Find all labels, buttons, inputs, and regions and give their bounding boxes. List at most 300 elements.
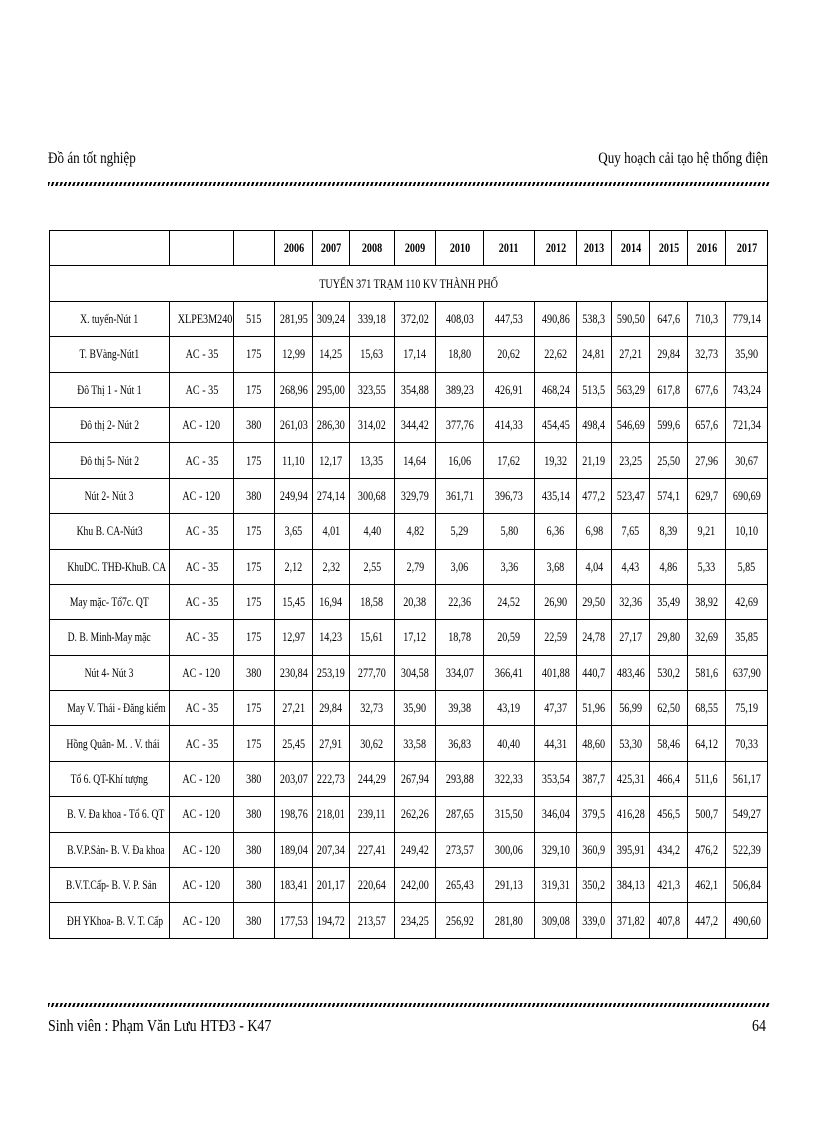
value-cell-text: 334,07 [445, 664, 474, 680]
table-row [50, 655, 768, 690]
segment-name-cell [50, 514, 170, 549]
segment-name-cell-text: T. BVàng-Nút1 [79, 346, 140, 362]
value-cell [726, 514, 768, 549]
value-cell [350, 584, 395, 619]
wire-type-cell-text: AC - 35 [185, 381, 218, 397]
value-cell-text: 29,80 [657, 629, 680, 645]
year-header-label: 2013 [583, 240, 605, 256]
value-cell [688, 549, 726, 584]
value-cell-text: 477,2 [582, 487, 606, 503]
icp-cell [234, 620, 275, 655]
value-cell-text: 350,2 [582, 877, 606, 893]
value-cell [650, 903, 688, 938]
value-cell-text: 35,85 [735, 629, 758, 645]
value-cell-text: 498,4 [582, 417, 606, 433]
icp-cell-text: 175 [246, 558, 262, 574]
value-cell [688, 832, 726, 867]
icp-cell [234, 584, 275, 619]
section-title-label: TUYẾN 371 TRẠM 110 KV THÀNH PHỐ [319, 275, 498, 291]
segment-name-cell [50, 443, 170, 478]
value-cell [350, 514, 395, 549]
value-cell-text: 309,24 [317, 310, 345, 326]
value-cell [650, 584, 688, 619]
value-cell-text: 13,35 [360, 452, 384, 468]
value-cell-text: 329,79 [401, 487, 429, 503]
value-cell-text: 291,13 [495, 877, 523, 893]
value-cell-text: 177,53 [279, 912, 308, 928]
value-cell [650, 549, 688, 584]
section-title [50, 266, 768, 301]
icp-cell [234, 372, 275, 407]
value-cell [577, 514, 612, 549]
value-cell-text: 30,62 [360, 735, 384, 751]
value-cell [436, 726, 484, 761]
value-cell-text: 425,31 [616, 771, 645, 787]
value-cell-text: 220,64 [358, 877, 386, 893]
table-row [50, 549, 768, 584]
value-cell [436, 620, 484, 655]
value-cell-text: 617,8 [657, 381, 680, 397]
value-cell [688, 372, 726, 407]
wire-type-cell [170, 726, 234, 761]
value-cell [350, 372, 395, 407]
value-cell [313, 478, 350, 513]
value-cell [436, 903, 484, 938]
value-cell [612, 407, 650, 442]
value-cell [612, 903, 650, 938]
value-cell-text: 27,91 [319, 735, 343, 751]
value-cell-text: 256,92 [445, 912, 474, 928]
wire-type-cell [170, 691, 234, 726]
wire-type-cell-text: AC - 120 [182, 841, 221, 857]
value-cell [436, 549, 484, 584]
value-cell [535, 868, 577, 903]
value-cell-text: 414,33 [495, 417, 523, 433]
value-cell-text: 4,86 [659, 558, 678, 574]
value-cell [395, 337, 436, 372]
value-cell [612, 797, 650, 832]
value-cell [535, 549, 577, 584]
value-cell [688, 903, 726, 938]
segment-name-cell [50, 301, 170, 336]
icp-cell [234, 868, 275, 903]
value-cell-text: 20,38 [403, 594, 427, 610]
value-cell-text: 48,60 [582, 735, 606, 751]
value-cell [275, 832, 313, 867]
value-cell [650, 868, 688, 903]
value-cell-text: 690,69 [732, 487, 761, 503]
value-cell [726, 549, 768, 584]
page-number: 64 [752, 1016, 766, 1035]
value-cell [650, 478, 688, 513]
value-cell [313, 832, 350, 867]
value-cell [395, 797, 436, 832]
segment-name-cell [50, 372, 170, 407]
value-cell [650, 337, 688, 372]
icp-cell [234, 797, 275, 832]
value-cell-text: 4,43 [621, 558, 640, 574]
value-cell [275, 514, 313, 549]
value-cell [535, 407, 577, 442]
segment-name-cell [50, 761, 170, 796]
icp-cell [234, 443, 275, 478]
value-cell [484, 691, 535, 726]
value-cell [612, 691, 650, 726]
value-cell [688, 620, 726, 655]
wire-type-cell [170, 514, 234, 549]
value-cell-text: 281,80 [495, 912, 523, 928]
value-cell [577, 761, 612, 796]
value-cell [726, 407, 768, 442]
footer-divider [48, 1003, 770, 1007]
value-cell [436, 337, 484, 372]
value-cell-text: 29,50 [582, 594, 606, 610]
value-cell [726, 868, 768, 903]
value-cell [350, 655, 395, 690]
value-cell [395, 868, 436, 903]
value-cell [275, 443, 313, 478]
table-row [50, 301, 768, 336]
value-cell [612, 301, 650, 336]
icp-cell [234, 337, 275, 372]
value-cell-text: 710,3 [695, 310, 718, 326]
wire-type-cell [170, 407, 234, 442]
value-cell-text: 26,90 [544, 594, 567, 610]
value-cell-text: 43,19 [497, 700, 521, 716]
value-cell [535, 832, 577, 867]
value-cell [350, 407, 395, 442]
value-cell [275, 868, 313, 903]
value-cell-text: 426,91 [495, 381, 523, 397]
value-cell [313, 903, 350, 938]
value-cell [313, 797, 350, 832]
value-cell-text: 47,37 [544, 700, 567, 716]
value-cell [436, 832, 484, 867]
value-cell-text: 227,41 [358, 841, 386, 857]
table-row [50, 691, 768, 726]
icp-cell-text: 380 [246, 417, 262, 433]
value-cell-text: 14,23 [319, 629, 343, 645]
value-cell-text: 20,62 [497, 346, 521, 362]
value-cell [535, 337, 577, 372]
year-header-label: 2014 [620, 240, 641, 256]
value-cell [395, 514, 436, 549]
value-cell-text: 490,86 [541, 310, 570, 326]
wire-type-cell-text: XLPE3M240 [177, 310, 233, 326]
segment-name-cell-text: B. V. Đa khoa - Tổ 6. QT [67, 806, 165, 822]
section-row [50, 266, 768, 301]
value-cell [650, 372, 688, 407]
value-cell-text: 51,96 [582, 700, 606, 716]
value-cell [350, 478, 395, 513]
value-cell-text: 637,90 [732, 664, 761, 680]
value-cell-text: 62,50 [657, 700, 680, 716]
wire-type-cell [170, 443, 234, 478]
year-header-label: 2012 [545, 240, 566, 256]
value-cell-text: 523,47 [616, 487, 645, 503]
value-cell-text: 18,80 [448, 346, 471, 362]
value-cell-text: 30,67 [735, 452, 758, 468]
segment-name-cell [50, 407, 170, 442]
value-cell-text: 2,12 [284, 558, 303, 574]
value-cell [313, 301, 350, 336]
value-cell-text: 344,42 [401, 417, 429, 433]
segment-name-cell-text: Nút 4- Nút 3 [85, 664, 134, 680]
value-cell [313, 868, 350, 903]
value-cell-text: 454,45 [541, 417, 570, 433]
value-cell-text: 323,55 [358, 381, 386, 397]
wire-type-cell-text: AC - 35 [185, 346, 218, 362]
value-cell-text: 12,17 [319, 452, 343, 468]
value-cell-text: 27,21 [619, 346, 642, 362]
year-header [577, 231, 612, 266]
value-cell [650, 443, 688, 478]
value-cell [275, 761, 313, 796]
value-cell-text: 11,10 [282, 452, 305, 468]
value-cell [726, 478, 768, 513]
value-cell-text: 8,39 [659, 523, 678, 539]
value-cell-text: 22,59 [544, 629, 567, 645]
value-cell-text: 490,60 [732, 912, 761, 928]
wire-type-cell-text: AC - 35 [185, 735, 218, 751]
value-cell [535, 443, 577, 478]
value-cell [436, 655, 484, 690]
value-cell [577, 903, 612, 938]
segment-name-cell [50, 868, 170, 903]
value-cell [577, 797, 612, 832]
footer-student: Sinh viên : Phạm Văn Lưu HTĐ3 - K47 [48, 1016, 272, 1035]
value-cell-text: 5,33 [697, 558, 716, 574]
value-cell-text: 274,14 [317, 487, 345, 503]
value-cell [484, 301, 535, 336]
icp-cell-text: 175 [246, 381, 262, 397]
value-cell [650, 691, 688, 726]
header-divider [48, 182, 770, 186]
value-cell-text: 198,76 [279, 806, 308, 822]
value-cell-text: 29,84 [657, 346, 680, 362]
value-cell-text: 222,73 [317, 771, 345, 787]
value-cell-text: 239,11 [358, 806, 386, 822]
value-cell [395, 761, 436, 796]
wire-type-cell-text: AC - 35 [185, 594, 218, 610]
value-cell [535, 761, 577, 796]
icp-cell-text: 380 [246, 912, 262, 928]
value-cell-text: 447,53 [495, 310, 523, 326]
segment-name-cell [50, 620, 170, 655]
value-cell [535, 372, 577, 407]
value-cell-text: 242,00 [401, 877, 429, 893]
segment-name-cell [50, 337, 170, 372]
value-cell-text: 513,5 [582, 381, 606, 397]
value-cell-text: 249,42 [401, 841, 429, 857]
value-cell [612, 584, 650, 619]
icp-cell-text: 380 [246, 841, 262, 857]
value-cell [313, 584, 350, 619]
value-cell-text: 466,4 [657, 771, 680, 787]
value-cell [688, 478, 726, 513]
value-cell [688, 761, 726, 796]
icp-cell-text: 175 [246, 594, 262, 610]
value-cell [577, 301, 612, 336]
wire-type-cell-text: AC - 35 [185, 523, 218, 539]
value-cell-text: 538,3 [582, 310, 606, 326]
wire-type-cell-text: AC - 35 [185, 629, 218, 645]
value-cell [436, 868, 484, 903]
value-cell [612, 761, 650, 796]
year-header [350, 231, 395, 266]
wire-type-cell [170, 372, 234, 407]
value-cell-text: 18,78 [448, 629, 471, 645]
value-cell [484, 478, 535, 513]
value-cell-text: 32,36 [619, 594, 642, 610]
value-cell-text: 19,32 [544, 452, 567, 468]
value-cell-text: 5,80 [500, 523, 518, 539]
value-cell-text: 447,2 [695, 912, 718, 928]
value-cell [395, 478, 436, 513]
value-cell-text: 32,73 [695, 346, 718, 362]
value-cell-text: 286,30 [317, 417, 345, 433]
header-right-title: Quy hoạch cải tạo hệ thống điện [598, 150, 768, 167]
value-cell [484, 407, 535, 442]
value-cell [688, 797, 726, 832]
value-cell-text: 17,12 [403, 629, 427, 645]
year-header-label: 2010 [449, 240, 470, 256]
value-cell-text: 315,50 [495, 806, 523, 822]
value-cell [395, 726, 436, 761]
value-cell [577, 407, 612, 442]
value-cell-text: 234,25 [401, 912, 429, 928]
value-cell [577, 726, 612, 761]
year-header-label: 2007 [320, 240, 342, 256]
value-cell [612, 832, 650, 867]
value-cell-text: 549,27 [732, 806, 761, 822]
value-cell-text: 5,29 [450, 523, 469, 539]
value-cell [612, 337, 650, 372]
icp-cell-text: 515 [246, 310, 262, 326]
value-cell [535, 655, 577, 690]
value-cell-text: 500,7 [695, 806, 718, 822]
table-row [50, 832, 768, 867]
value-cell-text: 319,31 [541, 877, 570, 893]
wire-type-cell-text: AC - 120 [182, 417, 221, 433]
value-cell-text: 277,70 [358, 664, 386, 680]
value-cell [313, 620, 350, 655]
value-cell-text: 189,04 [279, 841, 308, 857]
icp-cell [234, 301, 275, 336]
value-cell [612, 620, 650, 655]
value-cell [395, 443, 436, 478]
wire-type-cell-text: AC - 120 [182, 771, 221, 787]
year-header-label: 2017 [736, 240, 757, 256]
value-cell [313, 726, 350, 761]
value-cell [688, 301, 726, 336]
value-cell-text: 12,99 [282, 346, 305, 362]
value-cell [350, 797, 395, 832]
table-row [50, 407, 768, 442]
value-cell [577, 620, 612, 655]
value-cell [275, 726, 313, 761]
icp-cell-text: 175 [246, 346, 262, 362]
year-header-label: 2009 [404, 240, 426, 256]
value-cell [395, 372, 436, 407]
segment-name-cell-text: B.V.P.Sản- B. V. Đa khoa [67, 841, 165, 857]
value-cell-text: 244,29 [358, 771, 386, 787]
wire-type-cell [170, 549, 234, 584]
value-cell [436, 301, 484, 336]
icp-cell-text: 175 [246, 700, 262, 716]
value-cell [726, 584, 768, 619]
value-cell [275, 337, 313, 372]
year-header [688, 231, 726, 266]
value-cell-text: 530,2 [657, 664, 680, 680]
value-cell [484, 655, 535, 690]
table-row [50, 797, 768, 832]
value-cell-text: 346,04 [541, 806, 570, 822]
value-cell [395, 584, 436, 619]
value-cell-text: 4,40 [363, 523, 381, 539]
value-cell [313, 443, 350, 478]
table-row [50, 761, 768, 796]
value-cell-text: 183,41 [279, 877, 308, 893]
segment-name-cell [50, 549, 170, 584]
value-cell [577, 549, 612, 584]
segment-name-cell-text: Khu B. CA-Nút3 [76, 523, 143, 539]
value-cell [275, 620, 313, 655]
value-cell-text: 522,39 [732, 841, 761, 857]
header-row [50, 231, 768, 266]
wire-type-cell-text: AC - 120 [182, 664, 221, 680]
value-cell [688, 655, 726, 690]
value-cell-text: 213,57 [358, 912, 386, 928]
year-header [395, 231, 436, 266]
segment-name-cell-text: Đô Thị 1 - Nút 1 [77, 381, 142, 397]
value-cell-text: 287,65 [445, 806, 474, 822]
value-cell-text: 408,03 [445, 310, 474, 326]
value-cell [688, 337, 726, 372]
value-cell [275, 478, 313, 513]
table-row [50, 620, 768, 655]
value-cell [275, 407, 313, 442]
header-blank-cell [50, 231, 170, 266]
value-cell-text: 3,36 [500, 558, 518, 574]
wire-type-cell-text: AC - 120 [182, 877, 221, 893]
value-cell-text: 27,21 [282, 700, 305, 716]
value-cell [688, 514, 726, 549]
value-cell-text: 10,10 [735, 523, 758, 539]
icp-cell-text: 175 [246, 523, 262, 539]
value-cell [350, 903, 395, 938]
value-cell [612, 655, 650, 690]
header-left-title: Đồ án tốt nghiệp [48, 150, 136, 167]
value-cell-text: 379,5 [582, 806, 606, 822]
value-cell [395, 832, 436, 867]
table-row [50, 868, 768, 903]
wire-type-cell [170, 620, 234, 655]
value-cell-text: 35,90 [735, 346, 758, 362]
value-cell-text: 44,31 [544, 735, 567, 751]
value-cell [726, 301, 768, 336]
value-cell-text: 68,55 [695, 700, 718, 716]
value-cell-text: 35,90 [403, 700, 427, 716]
value-cell [650, 407, 688, 442]
wire-type-cell-text: AC - 120 [182, 912, 221, 928]
value-cell-text: 24,52 [497, 594, 521, 610]
value-cell-text: 4,82 [406, 523, 424, 539]
value-cell [436, 443, 484, 478]
header-blank-cell [234, 231, 275, 266]
value-cell-text: 40,40 [497, 735, 521, 751]
value-cell-text: 2,55 [363, 558, 381, 574]
